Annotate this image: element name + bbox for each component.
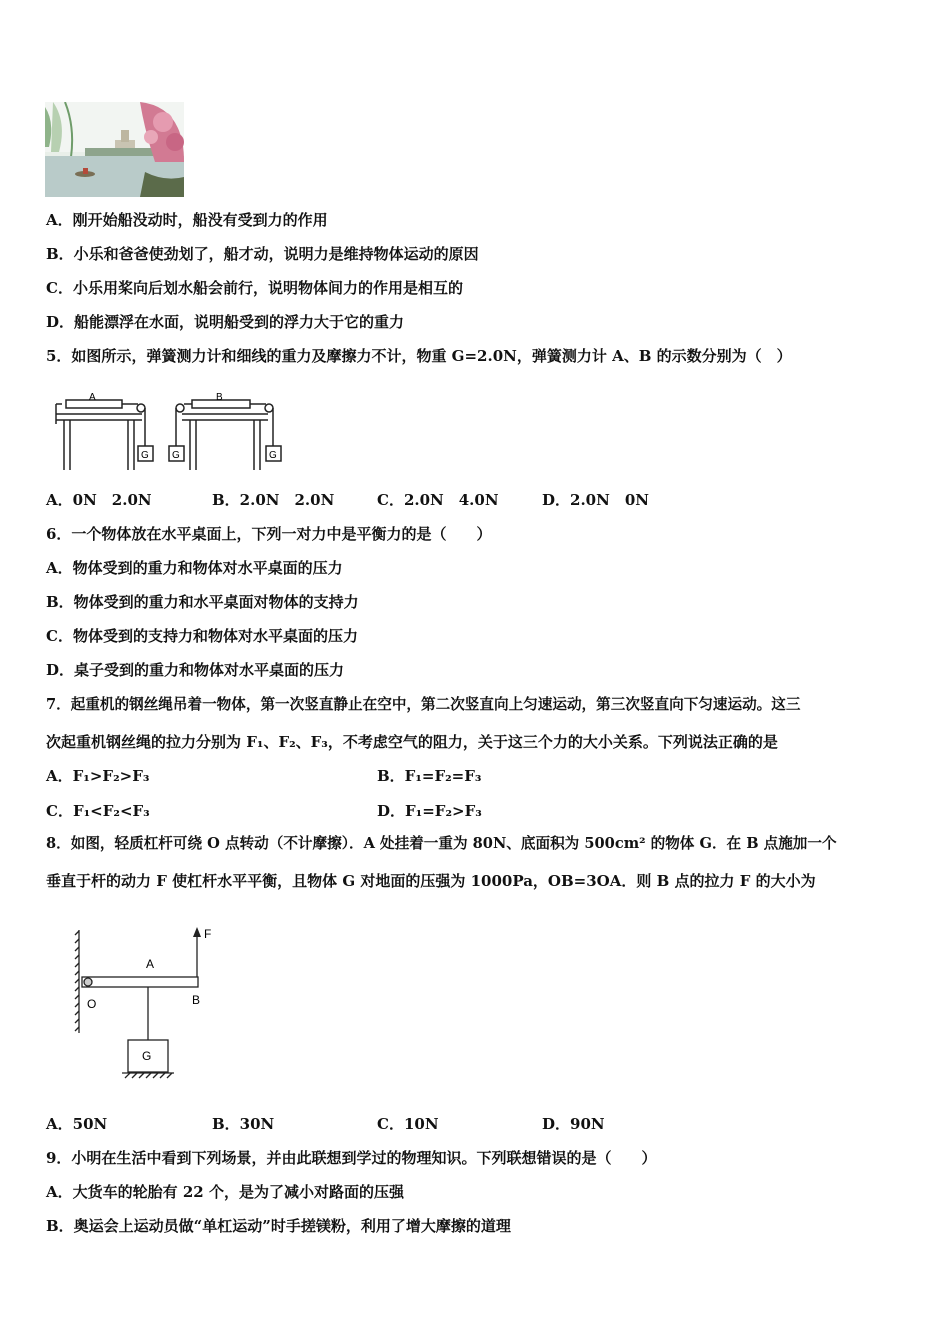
q8-option-c: C．10N: [377, 1115, 439, 1133]
balance-a-label: A: [89, 392, 96, 403]
q6-stem: 6．一个物体放在水平桌面上，下列一对力中是平衡力的是（ ）: [46, 525, 492, 543]
q8-option-a: A．50N: [46, 1115, 108, 1133]
lever-figure: [70, 925, 230, 1085]
q5-option-c: C．2.0N 4.0N: [377, 491, 499, 509]
q7-option-d: D．F₁=F₂>F₃: [377, 802, 482, 820]
q7-stem-line1: 7．起重机的钢丝绳吊着一物体，第一次竖直静止在空中，第二次竖直向上匀速运动，第三次竖直向下匀速运动。这三: [46, 696, 801, 713]
q6-option-d: D．桌子受到的重力和物体对水平桌面的压力: [46, 661, 345, 679]
weight-g-label-1: G: [141, 450, 149, 461]
force-f-label: F: [204, 927, 212, 941]
q8-stem-line2: 垂直于杆的动力 F 使杠杆水平平衡，且物体 G 对地面的压强为 1000Pa，OB=3OA．则 B 点的拉力 F 的大小为: [46, 872, 816, 890]
q7-option-a: A．F₁>F₂>F₃: [46, 767, 150, 785]
q7-option-b: B．F₁=F₂=F₃: [377, 767, 482, 785]
q7-option-c: C．F₁<F₂<F₃: [46, 802, 150, 820]
q8-option-b: B．30N: [212, 1115, 275, 1133]
balance-b-label: B: [216, 392, 223, 403]
q6-option-a: A．物体受到的重力和物体对水平桌面的压力: [46, 559, 343, 577]
point-o-label: O: [87, 997, 97, 1011]
q4-option-d: D．船能漂浮在水面，说明船受到的浮力大于它的重力: [46, 313, 405, 331]
object-g-label: G: [142, 1049, 152, 1063]
q4-option-b: B．小乐和爸爸使劲划了，船才动，说明力是维持物体运动的原因: [46, 245, 479, 263]
q7-stem-line2: 次起重机钢丝绳的拉力分别为 F₁、F₂、F₃，不考虑空气的阻力，关于这三个力的大小关系。下列说法正确的是: [46, 733, 778, 751]
q5-option-d: D．2.0N 0N: [542, 491, 649, 509]
q9-option-a: A．大货车的轮胎有 22 个，是为了减小对路面的压强: [46, 1183, 404, 1201]
spring-balance-figure: [52, 390, 292, 472]
q8-option-d: D．90N: [542, 1115, 605, 1133]
q6-option-c: C．物体受到的支持力和物体对水平桌面的压力: [46, 627, 358, 645]
point-b-label: B: [192, 993, 201, 1007]
q5-option-a: A．0N 2.0N: [46, 491, 152, 509]
q9-stem: 9．小明在生活中看到下列场景，并由此联想到学过的物理知识。下列联想错误的是（ ）: [46, 1149, 657, 1167]
q4-option-a: A．刚开始船没动时，船没有受到力的作用: [46, 211, 328, 229]
q8-stem-line1: 8．如图，轻质杠杆可绕 O 点转动（不计摩擦）．A 处挂着一重为 80N、底面积为 500cm² 的物体 G．在 B 点施加一个: [46, 835, 837, 852]
point-a-label: A: [146, 957, 155, 971]
q4-option-c: C．小乐用桨向后划水船会前行，说明物体间力的作用是相互的: [46, 279, 463, 297]
lake-boat-photo: [45, 102, 184, 197]
q5-stem: 5．如图所示，弹簧测力计和细线的重力及摩擦力不计，物重 G=2.0N，弹簧测力计 A、B 的示数分别为（ ）: [46, 347, 792, 365]
q5-option-b: B．2.0N 2.0N: [212, 491, 335, 509]
weight-g-label-2: G: [172, 450, 180, 461]
q6-option-b: B．物体受到的重力和水平桌面对物体的支持力: [46, 593, 359, 611]
q9-option-b: B．奥运会上运动员做“单杠运动”时手搓镁粉，利用了增大摩擦的道理: [46, 1217, 511, 1235]
weight-g-label-3: G: [269, 450, 277, 461]
